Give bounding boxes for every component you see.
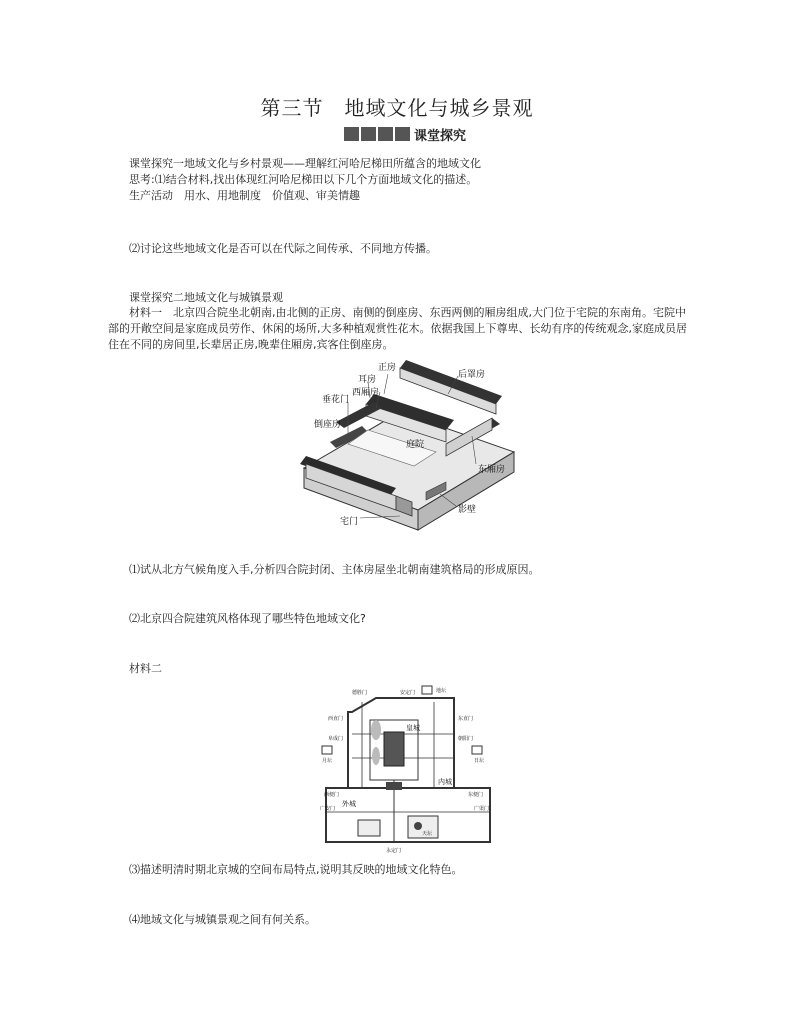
label-erfang: 耳房 (358, 375, 377, 385)
section1-aspects: 生产活动 用水、用地制度 价值观、审美情趣 (129, 189, 360, 202)
label-daozuofang: 倒座房 (314, 420, 342, 430)
label-zhengfang: 正房 (378, 363, 397, 373)
label-zhaimen: 宅门 (340, 517, 359, 527)
question-3: ⑶描述明清时期北京城的空间布局特点,说明其反映的地域文化特色。 (129, 863, 463, 876)
yuetan-marker (322, 746, 332, 754)
siheyuan-figure (296, 360, 526, 532)
label-neicheng: 内城 (438, 778, 452, 786)
section-banner (344, 126, 466, 142)
label-dongxiangfang: 东厢房 (478, 465, 506, 475)
question-2: ⑵北京四合院建筑风格体现了哪些特色地域文化? (129, 612, 366, 625)
leader-line (384, 374, 388, 394)
label-tingyuan: 庭院 (406, 440, 425, 450)
section2-heading: 课堂探究二地域文化与城镇景观 (129, 291, 283, 304)
banner-block (344, 127, 359, 141)
label-xizhimen: 西直门 (328, 716, 344, 722)
label-yongdingmen: 永定门 (386, 848, 402, 854)
label-ritan: 日坛 (474, 758, 485, 764)
beijing-city-map (318, 684, 498, 856)
lake (371, 720, 381, 740)
section1-heading: 课堂探究一地域文化与乡村景观——理解红河哈尼梯田所蕴含的地域文化 (129, 157, 481, 170)
label-guangqumen: 广渠门 (474, 806, 490, 812)
label-chuihuamen: 垂花门 (322, 395, 350, 405)
temple-of-heaven-altar (414, 822, 422, 830)
label-dongzhimen: 东直门 (458, 716, 474, 722)
page-title: 第三节 地域文化与城乡景观 (260, 96, 534, 120)
label-yuetan: 月坛 (322, 758, 333, 764)
xiannong-altar (358, 820, 380, 836)
label-fuchengmen: 阜成门 (328, 736, 344, 742)
section1-question-2: ⑵讨论这些地域文化是否可以在代际之间传承、不同地方传播。 (129, 242, 437, 255)
label-waicheng: 外城 (342, 800, 356, 808)
ritan-marker (472, 746, 482, 754)
label-chaoyangmen: 朝阳门 (458, 736, 474, 742)
banner-block (395, 127, 410, 141)
label-andingmen: 安定门 (400, 690, 416, 696)
label-huangcheng: 皇城 (406, 724, 420, 732)
label-tiantan: 天坛 (422, 831, 433, 837)
lake (372, 747, 380, 765)
ditan-marker (422, 686, 432, 694)
material-1-text: 材料一 北京四合院坐北朝南,由北侧的正房、南侧的倒座房、东西两侧的厢房组成,大门位于宅院的东南角。宅院中部的开敞空间是家庭成员劳作、休闲的场所,大多种植观赏性花木。依据我国上下尊卑、长幼有序的传统观念,家庭成员居住在不同的房间里,长辈居正房,晚辈住厢房,宾客住倒座房。 (108, 306, 687, 351)
question-1: ⑴试从北方气候角度入手,分析四合院封闭、主体房屋坐北朝南建筑格局的形成原因。 (129, 563, 540, 576)
label-deshengmen: 德胜门 (352, 690, 368, 696)
label-guanganmen: 广安门 (320, 806, 336, 812)
label-ditan: 地坛 (436, 688, 447, 694)
label-houzhaofang: 后罩房 (458, 370, 486, 380)
material-2-label: 材料二 (129, 662, 162, 675)
label-dongbianmen: 东便门 (468, 792, 484, 798)
banner-label: 课堂探究 (414, 128, 467, 144)
banner-block (361, 127, 376, 141)
qianmen (386, 782, 402, 790)
question-4: ⑷地域文化与城镇景观之间有何关系。 (129, 913, 316, 926)
label-yingbi: 影壁 (458, 505, 477, 515)
label-xixiangfang: 西厢房 (352, 388, 380, 398)
banner-block (378, 127, 393, 141)
label-xibianmen: 西便门 (324, 792, 340, 798)
section1-question-1: 思考:⑴结合材料,找出体现红河哈尼梯田以下几个方面地域文化的描述。 (129, 173, 478, 186)
forbidden-city (384, 732, 404, 766)
